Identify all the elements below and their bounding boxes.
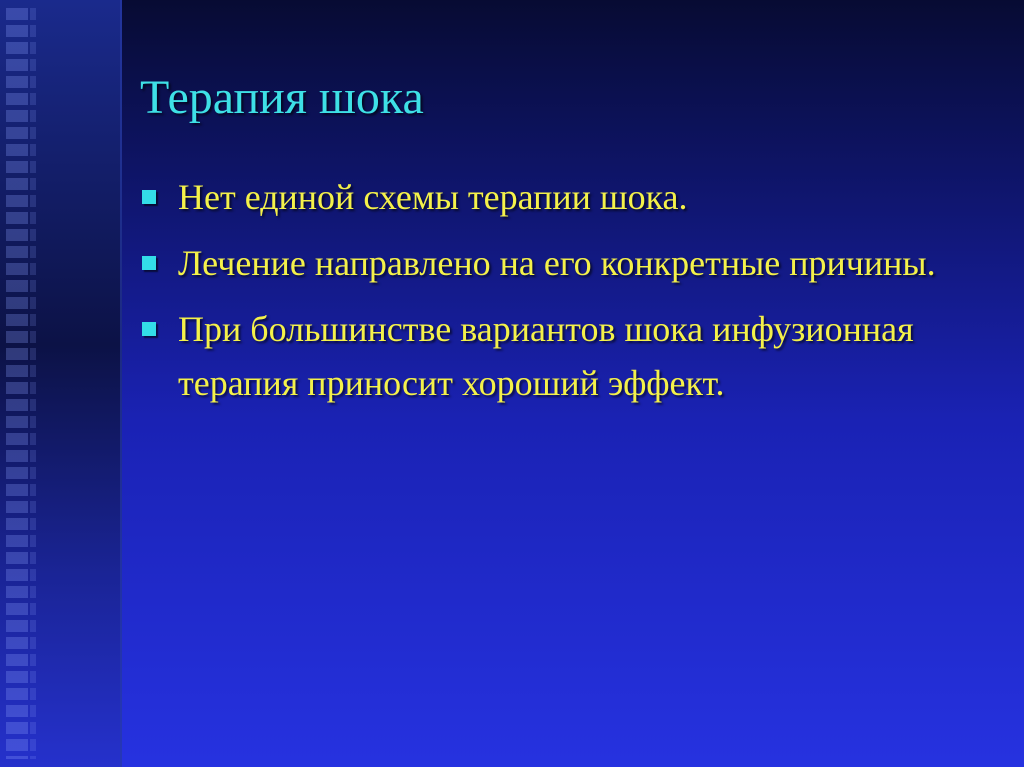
- bullet-item: [140, 170, 1000, 224]
- slide-title: Терапия шока: [140, 71, 424, 124]
- strip-pattern: [6, 8, 28, 759]
- square-bullet-icon: [142, 190, 156, 204]
- bullet-text: Нет единой схемы терапии шока.: [178, 177, 688, 217]
- decorative-side-strip: [0, 0, 122, 767]
- square-bullet-icon: [142, 256, 156, 270]
- strip-edge: [120, 0, 122, 767]
- bullet-item: [140, 302, 1000, 410]
- square-bullet-icon: [142, 322, 156, 336]
- bullet-text: Лечение направлено на его конкретные причины.: [178, 243, 936, 283]
- strip-pattern-secondary: [30, 8, 36, 759]
- bullet-text: При большинстве вариантов шока инфузионная терапия приносит хороший эффект.: [178, 309, 914, 403]
- bullet-list: [140, 170, 1000, 422]
- bullet-item: [140, 236, 1000, 290]
